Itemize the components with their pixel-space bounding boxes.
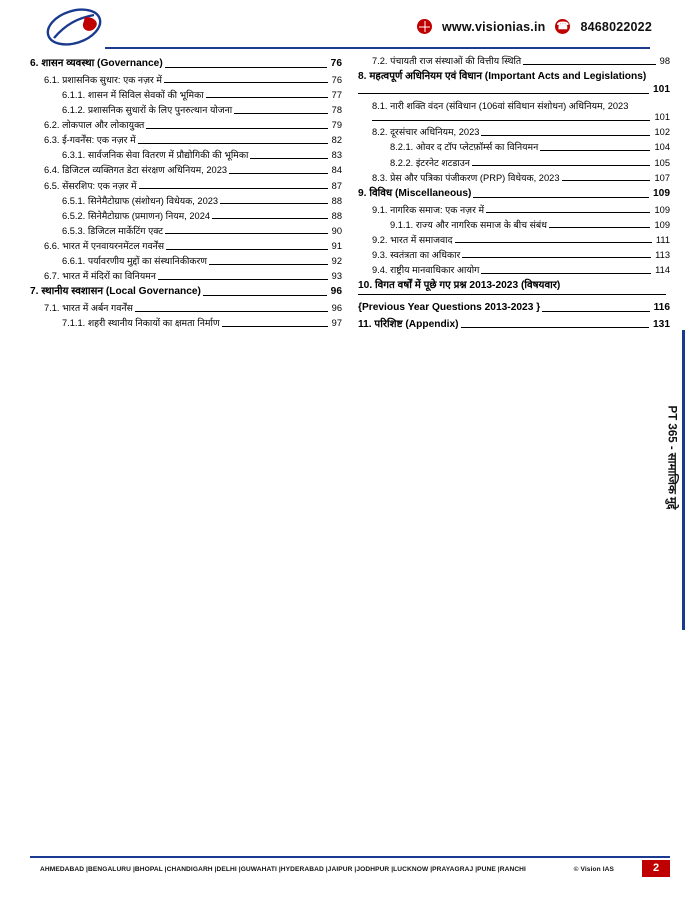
toc-entry[interactable]: [30, 211, 342, 223]
toc-entry[interactable]: [30, 90, 342, 102]
toc-entry-page: 87: [331, 180, 342, 191]
toc-entry-label: 6.6. भारत में एनवायरनमेंटल गवर्नेंस: [44, 240, 165, 251]
toc-entry-page: 109: [654, 219, 670, 230]
toc-leader-line: [206, 96, 328, 98]
toc-entry[interactable]: [30, 196, 342, 208]
toc-entry[interactable]: [30, 241, 342, 253]
toc-leader-line: [523, 63, 655, 65]
toc-entry-page: 116: [653, 301, 670, 313]
toc-entry-page: 88: [331, 210, 342, 221]
toc-entry[interactable]: [30, 135, 342, 147]
toc-entry-label: 10. विगत वर्षों में पूछे गए प्रश्न 2013-2023 (विषयवार): [358, 280, 561, 292]
footer-divider: [30, 856, 670, 858]
toc-entry-page: 101: [653, 83, 670, 95]
toc-entry-label: 6.6.1. पर्यावरणीय मुद्दों का संस्थानिकीकरण: [62, 256, 208, 267]
toc-entry[interactable]: [30, 303, 342, 315]
toc-entry-page: 93: [331, 271, 342, 282]
toc-entry-page: 91: [331, 240, 342, 251]
toc-entry-page: 101: [654, 112, 670, 123]
toc-entry[interactable]: [30, 271, 342, 283]
toc-entry[interactable]: [358, 101, 670, 124]
toc-entry-page: 76: [331, 74, 342, 85]
toc-leader-line: [486, 211, 650, 213]
toc-column-right: [358, 56, 670, 335]
toc-leader-line: [220, 202, 328, 204]
toc-leader-line: [166, 248, 328, 250]
toc-entry-label: 8. महत्वपूर्ण अधिनियम एवं विधान (Important Acts and Legislations): [358, 71, 647, 83]
toc-entry[interactable]: [358, 302, 670, 315]
toc-entry[interactable]: [358, 265, 670, 277]
toc-leader-line: [222, 325, 328, 327]
toc-entry-page: 83: [331, 150, 342, 161]
toc-column-left: [30, 56, 342, 335]
toc-entry-page: 109: [654, 204, 670, 215]
toc-entry-page: 88: [331, 195, 342, 206]
toc-leader-line: [481, 134, 650, 136]
toc-leader-line: [481, 272, 651, 274]
toc-entry-page: 96: [331, 303, 342, 314]
toc-entry[interactable]: [358, 173, 670, 185]
toc-entry-label: 9. विविध (Miscellaneous): [358, 187, 472, 199]
toc-entry-page: 78: [331, 104, 342, 115]
toc-entry-label: 9.1.1. राज्य और नागरिक समाज के बीच संबंध: [390, 219, 547, 230]
toc-entry-label: 6.3.1. सार्वजनिक सेवा वितरण में प्रौद्योगिकी की भूमिका: [62, 150, 249, 161]
toc-entry-label: 6.3. ई-गवर्नेंस: एक नज़र में: [44, 135, 136, 146]
toc-entry-page: 92: [331, 256, 342, 267]
toc-leader-line: [146, 127, 327, 129]
toc-entry-label: 8.2.1. ओवर द टॉप प्लेटफ़ॉर्म्स का विनियमन: [390, 142, 539, 153]
globe-icon: [417, 19, 432, 34]
toc-entry-label: 6.5.1. सिनेमैटोग्राफ (संशोधन) विधेयक, 2023: [62, 195, 219, 206]
toc-entry-label: 6.4. डिजिटल व्यक्तिगत डेटा संरक्षण अधिनियम, 2023: [44, 165, 228, 176]
toc-entry[interactable]: [358, 280, 670, 298]
header-divider: [105, 47, 650, 49]
toc-entry[interactable]: [30, 226, 342, 238]
toc-entry-page: 111: [655, 234, 670, 245]
toc-entry-page: 104: [654, 142, 670, 153]
toc-entry-label: 6.2. लोकपाल और लोकायुक्त: [44, 120, 145, 131]
toc-entry-page: 98: [659, 56, 670, 66]
toc-entry[interactable]: [358, 56, 670, 68]
toc-entry-tail: [358, 293, 670, 298]
table-of-contents: [30, 56, 670, 335]
toc-entry-page: 105: [654, 157, 670, 168]
toc-entry-tail: [372, 112, 670, 124]
toc-leader-line: [138, 142, 328, 144]
toc-leader-line: [234, 112, 327, 114]
toc-entry-page: 79: [331, 120, 342, 131]
toc-entry[interactable]: [358, 220, 670, 232]
toc-entry-page: 82: [331, 135, 342, 146]
toc-entry-tail: [358, 84, 670, 97]
toc-leader-line: [212, 217, 328, 219]
toc-entry-label: 9.1. नागरिक समाज: एक नज़र में: [372, 204, 485, 215]
toc-entry-page: 107: [654, 172, 670, 183]
toc-entry-label: 8.2. दूरसंचार अधिनियम, 2023: [372, 127, 480, 138]
toc-entry[interactable]: [30, 105, 342, 117]
toc-entry-label: 7.1. भारत में अर्बन गवर्नेंस: [44, 303, 133, 314]
toc-leader-line: [158, 278, 328, 280]
toc-entry-label: 7. स्थानीय स्वशासन (Local Governance): [30, 286, 201, 298]
toc-leader-line: [455, 241, 652, 243]
toc-leader-line: [540, 149, 650, 151]
toc-entry-page: 131: [653, 318, 670, 330]
toc-leader-line: [358, 92, 649, 94]
toc-entry-label: 6.5.3. डिजिटल मार्केटिंग एक्ट: [62, 225, 164, 236]
toc-entry[interactable]: [30, 286, 342, 299]
toc-entry[interactable]: [358, 205, 670, 217]
toc-entry-label: 8.1. नारी शक्ति वंदन (संविधान (106वां संविधान संशोधन) अधिनियम, 2023: [372, 100, 629, 111]
header-contact: [417, 19, 652, 34]
toc-entry-page: 76: [330, 58, 342, 69]
toc-entry-page: 109: [653, 187, 670, 199]
footer-cities: AHMEDABAD |BENGALURU |BHOPAL |CHANDIGARH |DELHI |GUWAHATI |HYDERABAD |JAIPUR |JODHPUR |LUCKNOW |PRAYAGRAJ |PUNE |RANCHI: [40, 866, 526, 873]
toc-entry[interactable]: [358, 71, 670, 97]
toc-leader-line: [562, 179, 651, 181]
toc-entry-label: 6.7. भारत में मंदिरों का विनियमन: [44, 271, 156, 282]
toc-entry-page: 77: [331, 89, 342, 100]
toc-entry-label: {Previous Year Questions 2013-2023 }: [358, 301, 541, 313]
toc-leader-line: [358, 293, 666, 295]
toc-entry-page: 84: [331, 165, 342, 176]
phone-icon: [555, 19, 570, 34]
side-tab: [665, 330, 698, 630]
toc-entry[interactable]: [30, 181, 342, 193]
toc-leader-line: [165, 232, 328, 234]
toc-leader-line: [462, 256, 651, 258]
toc-entry-label: 6.5. सेंसरशिप: एक नज़र में: [44, 180, 137, 191]
toc-entry-label: 6.1.1. शासन में सिविल सेवकों की भूमिका: [62, 89, 204, 100]
toc-entry-label: 7.2. पंचायती राज संस्थाओं की वित्तीय स्थिति: [372, 56, 522, 66]
site-url[interactable]: www.visionias.in: [442, 19, 546, 34]
toc-leader-line: [164, 81, 328, 83]
toc-entry[interactable]: [30, 256, 342, 268]
toc-leader-line: [165, 66, 327, 68]
toc-entry-label: 9.3. स्वतंत्रता का अधिकार: [372, 249, 461, 260]
toc-entry[interactable]: [30, 58, 342, 71]
toc-entry-label: 7.1.1. शहरी स्थानीय निकायों का क्षमता निर्माण: [62, 318, 220, 329]
toc-leader-line: [549, 226, 651, 228]
toc-entry[interactable]: [358, 142, 670, 154]
toc-leader-line: [472, 164, 651, 166]
toc-entry[interactable]: [30, 165, 342, 177]
toc-entry[interactable]: [358, 188, 670, 201]
toc-entry[interactable]: [30, 75, 342, 87]
toc-entry-label: 9.2. भारत में समाजवाद: [372, 234, 453, 245]
page-footer: [40, 866, 640, 873]
toc-entry-label: 6.1. प्रशासनिक सुधार: एक नज़र में: [44, 74, 162, 85]
toc-leader-line: [203, 294, 327, 296]
toc-entry[interactable]: [358, 235, 670, 247]
toc-entry-page: 114: [655, 264, 670, 275]
toc-entry[interactable]: [30, 150, 342, 162]
toc-entry-page: 113: [655, 249, 670, 260]
toc-entry[interactable]: [30, 318, 342, 330]
vision-ias-logo: [44, 8, 108, 46]
page-header: [0, 0, 700, 52]
footer-copyright: © Vision IAS: [573, 866, 614, 873]
toc-entry-page: 102: [654, 127, 670, 138]
toc-entry-page: 96: [330, 286, 342, 298]
toc-leader-line: [209, 263, 328, 265]
toc-entry-page: 97: [331, 318, 342, 329]
side-tab-bar: [682, 330, 685, 630]
toc-leader-line: [473, 196, 649, 198]
toc-entry-label: 8.3. प्रेस और पत्रिका पंजीकरण (PRP) विधेयक, 2023: [372, 172, 560, 183]
toc-leader-line: [372, 119, 650, 121]
toc-entry[interactable]: [358, 319, 670, 332]
toc-entry-label: 6.1.2. प्रशासनिक सुधारों के लिए पुनरुत्थान योजना: [62, 104, 233, 115]
toc-entry[interactable]: [358, 158, 670, 170]
toc-entry-page: 90: [331, 225, 342, 236]
toc-entry-label: 11. परिशिष्ट (Appendix): [358, 318, 459, 330]
toc-leader-line: [250, 157, 327, 159]
toc-entry-label: 8.2.2. इंटरनेट शटडाउन: [390, 157, 470, 168]
toc-entry[interactable]: [358, 250, 670, 262]
side-tab-label: PT 365 - सामाजिक मुद्दे: [665, 405, 678, 510]
toc-leader-line: [542, 310, 649, 312]
toc-entry-label: 6.5.2. सिनेमैटोग्राफ (प्रमाणन) नियम, 2024: [62, 210, 211, 221]
toc-entry-label: 6. शासन व्यवस्था (Governance): [30, 58, 163, 69]
toc-entry[interactable]: [30, 120, 342, 132]
toc-leader-line: [461, 326, 649, 328]
page-number-badge: 2: [642, 860, 670, 877]
toc-leader-line: [139, 187, 328, 189]
toc-leader-line: [229, 172, 328, 174]
toc-entry-label: 9.4. राष्ट्रीय मानवाधिकार आयोग: [372, 264, 480, 275]
toc-leader-line: [135, 310, 328, 312]
toc-entry[interactable]: [358, 127, 670, 139]
phone-number: 8468022022: [580, 19, 652, 34]
